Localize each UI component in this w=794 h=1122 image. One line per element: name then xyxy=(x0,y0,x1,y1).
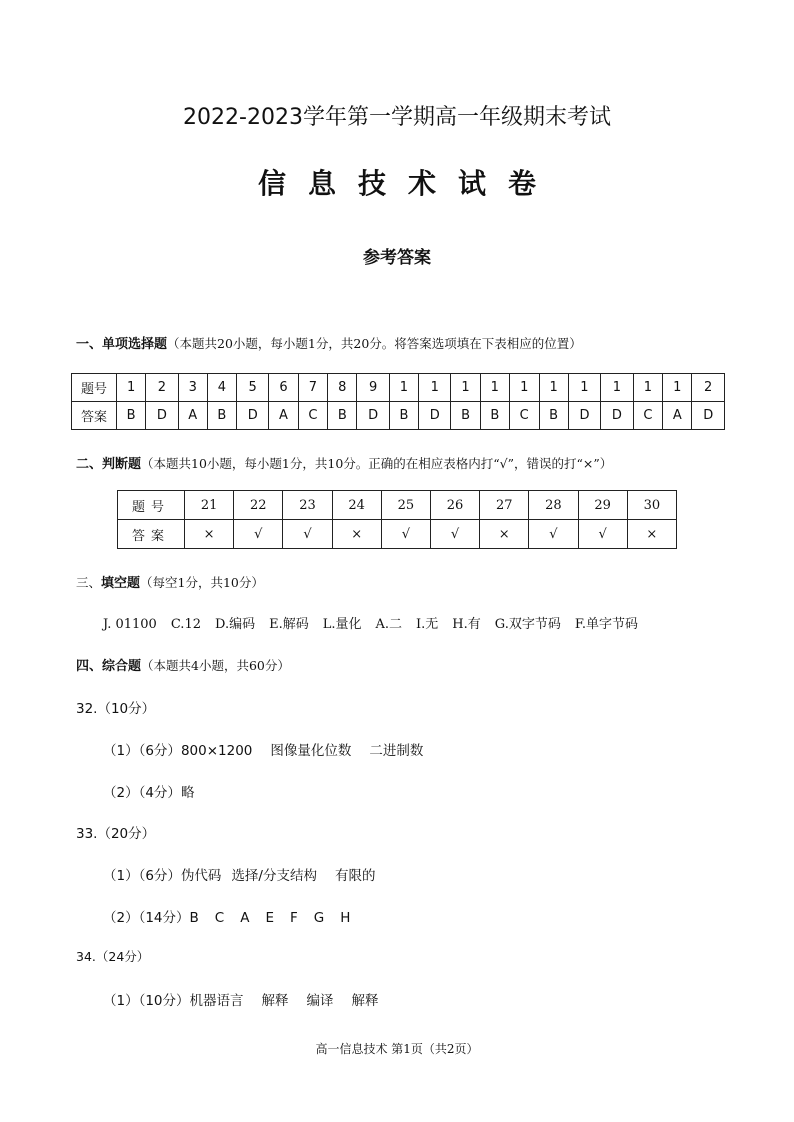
fill-answer: J. 01100 xyxy=(103,617,157,632)
part-prefix: （2）（14分） xyxy=(103,910,190,926)
fill-answer: L.量化 xyxy=(322,617,362,632)
answer-cell: × xyxy=(480,520,529,549)
question-number: 30 xyxy=(627,491,676,520)
answer-key-heading: 参考答案 xyxy=(363,248,431,268)
q32-part2 xyxy=(103,781,194,801)
answer-cell: × xyxy=(185,520,234,549)
question-number: 2 xyxy=(146,374,178,402)
question-number: 7 xyxy=(298,374,328,402)
question-number: 22 xyxy=(234,491,283,520)
q33-part2 xyxy=(103,906,350,926)
row-label: 答案 xyxy=(72,402,117,430)
question-number: 1 xyxy=(419,374,451,402)
q34-label: 34.（24分） xyxy=(76,949,150,964)
question-number: 3 xyxy=(178,374,207,402)
answer-cell: √ xyxy=(578,520,627,549)
fill-answer: A.二 xyxy=(375,617,403,632)
question-number: 1 xyxy=(633,374,663,402)
row-label: 答案 xyxy=(118,520,185,549)
q32-part1 xyxy=(103,739,423,759)
question-number: 27 xyxy=(480,491,529,520)
answer-cell: √ xyxy=(381,520,430,549)
part-prefix: （2）（4分） xyxy=(103,785,181,801)
table-row xyxy=(118,520,677,549)
answer-cell: D xyxy=(357,402,389,430)
question-number: 1 xyxy=(117,374,146,402)
answer-item: G xyxy=(313,910,325,926)
answer-cell: D xyxy=(692,402,725,430)
answer-cell: D xyxy=(419,402,451,430)
answer-item: 800×1200 xyxy=(180,743,253,759)
answer-cell: C xyxy=(509,402,539,430)
section1-desc: （本题共20小题，每小题1分，共20分。将答案选项填在下表相应的位置） xyxy=(167,336,582,351)
q34-part1 xyxy=(103,989,379,1009)
answer-cell: × xyxy=(332,520,381,549)
answer-cell: B xyxy=(451,402,480,430)
answer-cell: √ xyxy=(283,520,332,549)
answer-cell: B xyxy=(480,402,509,430)
answer-item: 解释 xyxy=(261,993,289,1009)
section2-desc: （本题共10小题，每小题1分，共10分。正确的在相应表格内打“√”，错误的打“×”） xyxy=(141,456,613,471)
fill-answer: I.无 xyxy=(416,617,439,632)
part-prefix: （1）（6分） xyxy=(103,743,181,759)
answer-item: F xyxy=(290,910,298,926)
section4-heading xyxy=(76,655,290,674)
answer-item: 二进制数 xyxy=(369,743,424,759)
section1-title: 一、单项选择题 xyxy=(76,337,168,352)
answer-item: 编译 xyxy=(306,993,334,1009)
table-row xyxy=(72,402,725,430)
answer-cell: A xyxy=(178,402,207,430)
row-label: 题号 xyxy=(72,374,117,402)
answer-cell: D xyxy=(236,402,268,430)
section2-answer-table xyxy=(117,490,677,549)
section2-heading xyxy=(76,453,612,472)
answer-item: H xyxy=(340,910,351,926)
question-number: 5 xyxy=(236,374,268,402)
question-number: 2 xyxy=(692,374,725,402)
question-number: 1 xyxy=(509,374,539,402)
fill-answer: C.12 xyxy=(170,617,201,632)
question-number: 24 xyxy=(332,491,381,520)
fill-answer: D.编码 xyxy=(215,617,256,632)
exam-title: 2022-2023学年第一学期高一年级期末考试 xyxy=(183,105,611,130)
answer-cell: √ xyxy=(430,520,479,549)
answer-cell: √ xyxy=(529,520,578,549)
answer-item: 伪代码 xyxy=(180,868,222,884)
table-row xyxy=(118,491,677,520)
question-number: 21 xyxy=(185,491,234,520)
answer-cell: D xyxy=(568,402,600,430)
section3-heading xyxy=(76,572,264,591)
answer-cell: A xyxy=(269,402,298,430)
row-label: 题号 xyxy=(118,491,185,520)
answer-cell: √ xyxy=(234,520,283,549)
answer-cell: D xyxy=(146,402,178,430)
answer-item: C xyxy=(214,910,225,926)
answer-item: 图像量化位数 xyxy=(270,743,352,759)
part-prefix: （1）（10分） xyxy=(103,993,190,1009)
table-row xyxy=(72,374,725,402)
question-number: 1 xyxy=(663,374,692,402)
question-number: 1 xyxy=(480,374,509,402)
section1-heading xyxy=(76,333,582,352)
fill-answer: F.单字节码 xyxy=(574,617,638,632)
answer-cell: B xyxy=(539,402,568,430)
answer-item: A xyxy=(240,910,250,926)
answer-cell: C xyxy=(298,402,328,430)
subject-title: 信息技术试卷 xyxy=(257,167,558,200)
section3-title: 填空题 xyxy=(101,576,141,591)
question-number: 8 xyxy=(328,374,357,402)
q33-label: 33.（20分） xyxy=(76,826,156,842)
section1-answer-table xyxy=(71,373,725,430)
fill-answer: E.解码 xyxy=(269,617,309,632)
section4-title: 四、综合题 xyxy=(76,659,142,674)
question-number: 1 xyxy=(389,374,418,402)
question-number: 26 xyxy=(430,491,479,520)
question-number: 1 xyxy=(601,374,633,402)
question-number: 9 xyxy=(357,374,389,402)
question-number: 4 xyxy=(207,374,236,402)
section3-prefix: 三、 xyxy=(76,575,102,590)
q33-part1 xyxy=(103,864,376,884)
answer-item: 解释 xyxy=(351,993,379,1009)
answer-item: 机器语言 xyxy=(189,993,244,1009)
fill-answer: G.双字节码 xyxy=(494,617,561,632)
answer-cell: × xyxy=(627,520,676,549)
answer-cell: B xyxy=(117,402,146,430)
question-number: 6 xyxy=(269,374,298,402)
question-number: 1 xyxy=(451,374,480,402)
q32-label: 32.（10分） xyxy=(76,701,156,717)
question-number: 23 xyxy=(283,491,332,520)
answer-cell: A xyxy=(663,402,692,430)
answer-item: 有限的 xyxy=(335,868,376,884)
fill-answer: H.有 xyxy=(452,617,481,632)
answer-cell: D xyxy=(601,402,633,430)
answer-cell: B xyxy=(389,402,418,430)
answer-cell: C xyxy=(633,402,663,430)
question-number: 28 xyxy=(529,491,578,520)
answer-item: E xyxy=(265,910,275,926)
fill-in-answers xyxy=(103,613,652,632)
part-prefix: （1）（6分） xyxy=(103,868,181,884)
answer-cell: B xyxy=(207,402,236,430)
answer-cell: B xyxy=(328,402,357,430)
question-number: 1 xyxy=(568,374,600,402)
answer-item: B xyxy=(189,910,199,926)
question-number: 29 xyxy=(578,491,627,520)
section2-title: 二、判断题 xyxy=(76,457,142,472)
section3-desc: （每空1分，共10分） xyxy=(140,575,264,590)
question-number: 1 xyxy=(539,374,568,402)
answer-item: 略 xyxy=(180,785,195,801)
answer-item: 选择/分支结构 xyxy=(231,868,317,884)
section4-desc: （本题共4小题，共60分） xyxy=(141,658,290,673)
page-footer: 高一信息技术 第1页（共2页） xyxy=(315,1042,479,1056)
question-number: 25 xyxy=(381,491,430,520)
